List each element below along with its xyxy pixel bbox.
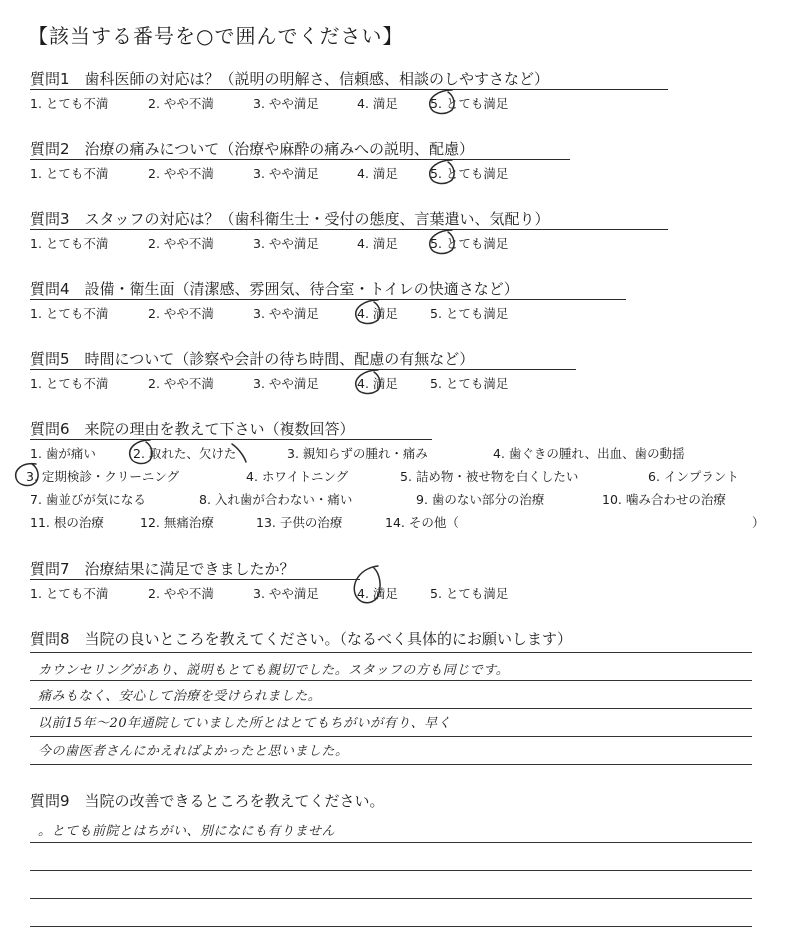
q7-option-3[interactable]: 3. やや満足 (253, 586, 319, 601)
q3-option-3[interactable]: 3. やや満足 (253, 236, 319, 251)
q4-option-4[interactable]: 4. 満足 (357, 306, 398, 321)
q6-reason-3[interactable]: 3. 親知らずの腫れ・痛み (287, 446, 428, 461)
q9-ruled-line (30, 926, 752, 927)
q4-option-1[interactable]: 1. とても不満 (30, 306, 109, 321)
q3-option-1[interactable]: 1. とても不満 (30, 236, 109, 251)
q6-reason-4[interactable]: 4. 歯ぐきの腫れ、出血、歯の動揺 (493, 446, 685, 461)
q1-option-2[interactable]: 2. やや不満 (148, 96, 214, 111)
q6-underline (30, 439, 432, 440)
q6-other-close-paren: ） (752, 515, 765, 530)
q2-underline (30, 159, 570, 160)
q2-option-2[interactable]: 2. やや不満 (148, 166, 214, 181)
q5-option-5[interactable]: 5. とても満足 (430, 376, 509, 391)
q4-option-2[interactable]: 2. やや不満 (148, 306, 214, 321)
q8-ruled-line (30, 764, 752, 765)
q6-reason-2[interactable]: 2. 取れた、欠けた (133, 446, 237, 461)
question-6-label: 質問6 来院の理由を教えて下さい（複数回答） (30, 420, 355, 438)
question-5-label: 質問5 時間について（診察や会計の待ち時間、配慮の有無など） (30, 350, 475, 368)
q6-reason-checkup[interactable]: 3. 定期検診・クリーニング (26, 469, 180, 484)
form-heading: 【該当する番号を○で囲んでください】 (28, 24, 404, 48)
q6-reason-9[interactable]: 9. 歯のない部分の治療 (416, 492, 545, 507)
q5-option-1[interactable]: 1. とても不満 (30, 376, 109, 391)
q1-underline (30, 89, 668, 90)
q1-option-4[interactable]: 4. 満足 (357, 96, 398, 111)
q7-option-2[interactable]: 2. やや不満 (148, 586, 214, 601)
q8-answer-line-2[interactable]: 痛みもなく、安心して治療を受けられました。 (38, 689, 322, 704)
question-2-label: 質問2 治療の痛みについて（治療や麻酔の痛みへの説明、配慮） (30, 140, 474, 158)
question-3-label: 質問3 スタッフの対応は？（歯科衛生士・受付の態度、言葉遣い、気配り） (30, 210, 550, 228)
question-7-label: 質問7 治療結果に満足できましたか？ (30, 560, 295, 578)
q3-underline (30, 229, 668, 230)
q1-option-1[interactable]: 1. とても不満 (30, 96, 109, 111)
q2-option-4[interactable]: 4. 満足 (357, 166, 398, 181)
q2-option-1[interactable]: 1. とても不満 (30, 166, 109, 181)
q5-option-3[interactable]: 3. やや満足 (253, 376, 319, 391)
q6-reason-implant[interactable]: 6. インプラント (648, 469, 739, 484)
q4-underline (30, 299, 626, 300)
q6-reason-13[interactable]: 13. 子供の治療 (256, 515, 343, 530)
q7-option-5[interactable]: 5. とても満足 (430, 586, 509, 601)
q7-underline (30, 579, 360, 580)
q6-reason-12[interactable]: 12. 無痛治療 (140, 515, 214, 530)
question-8-label: 質問8 当院の良いところを教えてください。（なるべく具体的にお願いします） (30, 630, 573, 648)
q2-option-5[interactable]: 5. とても満足 (430, 166, 509, 181)
q7-option-4[interactable]: 4. 満足 (357, 586, 398, 601)
q4-option-5[interactable]: 5. とても満足 (430, 306, 509, 321)
q8-ruled-line (30, 680, 752, 681)
q9-ruled-line (30, 870, 752, 871)
q1-option-3[interactable]: 3. やや満足 (253, 96, 319, 111)
q6-reason-1[interactable]: 1. 歯が痛い (30, 446, 96, 461)
q4-option-3[interactable]: 3. やや満足 (253, 306, 319, 321)
q8-answer-line-3[interactable]: 以前15年〜20年通院していました所とはとてもちがいが有り、早く (38, 716, 452, 731)
q8-ruled-line (30, 652, 752, 653)
q3-option-2[interactable]: 2. やや不満 (148, 236, 214, 251)
q6-reason-whitening[interactable]: 4. ホワイトニング (246, 469, 349, 484)
q8-answer-line-4[interactable]: 今の歯医者さんにかえればよかったと思いました。 (38, 744, 349, 759)
q1-option-5[interactable]: 5. とても満足 (430, 96, 509, 111)
q9-ruled-line (30, 842, 752, 843)
q6-reason-8[interactable]: 8. 入れ歯が合わない・痛い (199, 492, 353, 507)
q6-reason-14-other[interactable]: 14. その他（ (385, 515, 459, 530)
question-9-label: 質問9 当院の改善できるところを教えてください。 (30, 792, 385, 810)
q2-option-3[interactable]: 3. やや満足 (253, 166, 319, 181)
q8-answer-line-1[interactable]: カウンセリングがあり、説明もとても親切でした。スタッフの方も同じです。 (38, 663, 510, 678)
q7-option-1[interactable]: 1. とても不満 (30, 586, 109, 601)
question-1-label: 質問1 歯科医師の対応は？（説明の明解さ、信頼感、相談のしやすさなど） (30, 70, 549, 88)
q5-option-2[interactable]: 2. やや不満 (148, 376, 214, 391)
question-4-label: 質問4 設備・衛生面（清潔感、雰囲気、待合室・トイレの快適さなど） (30, 280, 519, 298)
q8-ruled-line (30, 708, 752, 709)
q5-underline (30, 369, 576, 370)
q3-option-5[interactable]: 5. とても満足 (430, 236, 509, 251)
q5-option-4[interactable]: 4. 満足 (357, 376, 398, 391)
q3-option-4[interactable]: 4. 満足 (357, 236, 398, 251)
q6-reason-10[interactable]: 10. 噛み合わせの治療 (602, 492, 726, 507)
q9-answer-line-1[interactable]: 。とても前院とはちがい、別になにも有りません (38, 824, 336, 839)
q6-reason-7[interactable]: 7. 歯並びが気になる (30, 492, 146, 507)
q6-reason-fillings[interactable]: 5. 詰め物・被せ物を白くしたい (400, 469, 579, 484)
q6-reason-11[interactable]: 11. 根の治療 (30, 515, 104, 530)
q9-ruled-line (30, 898, 752, 899)
q8-ruled-line (30, 736, 752, 737)
